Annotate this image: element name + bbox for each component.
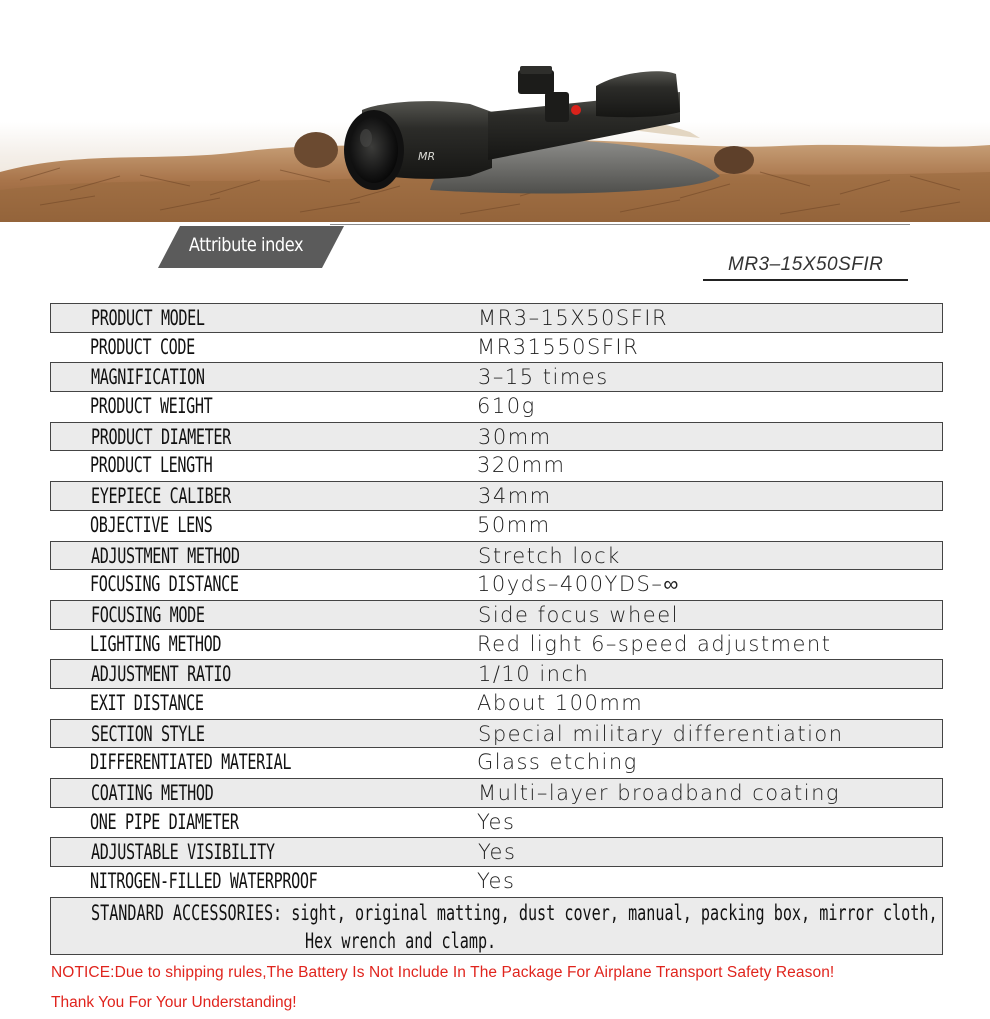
spec-label: PRODUCT MODEL: [91, 306, 205, 330]
header-divider: [330, 224, 910, 225]
spec-row: [50, 808, 943, 838]
spec-value: About 100mm: [477, 690, 644, 715]
spec-row: [50, 570, 943, 600]
spec-row: [50, 719, 943, 749]
spec-label: OBJECTIVE LENS: [90, 512, 213, 537]
spec-row: [50, 778, 943, 808]
spec-label: FOCUSING MODE: [91, 602, 205, 627]
spec-row: [50, 392, 943, 422]
spec-row: [50, 659, 943, 689]
spec-label: ADJUSTMENT RATIO: [91, 662, 231, 687]
accessories-line-2: Hex wrench and clamp.: [305, 929, 497, 953]
spec-label: PRODUCT DIAMETER: [91, 424, 231, 449]
spec-table: [50, 303, 943, 897]
spec-value: Red light 6–speed adjustment: [477, 631, 832, 656]
spec-value: 610g: [477, 394, 536, 419]
shipping-notice: NOTICE:Due to shipping rules,The Battery Is Not Include In The Package For Airplane Transport Safety Reason!: [51, 964, 835, 981]
spec-label: PRODUCT LENGTH: [90, 453, 213, 478]
section-title: Attribute index: [188, 234, 304, 256]
spec-row: [50, 303, 943, 333]
spec-value: Yes: [477, 869, 516, 894]
spec-row: [50, 451, 943, 481]
spec-label: EXIT DISTANCE: [90, 690, 204, 715]
spec-row: [50, 630, 943, 660]
model-tag: MR3–15X50SFIR: [728, 254, 884, 275]
spec-row: [50, 600, 943, 630]
spec-label: DIFFERENTIATED MATERIAL: [90, 750, 292, 775]
spec-label: ADJUSTABLE VISIBILITY: [91, 840, 275, 865]
spec-row: [50, 689, 943, 719]
spec-value: Yes: [477, 809, 516, 834]
spec-value: 1/10 inch: [478, 662, 590, 687]
spec-value: Side focus wheel: [478, 602, 679, 627]
spec-value: 320mm: [477, 453, 566, 478]
spec-value: MR31550SFIR: [477, 334, 640, 359]
spec-label: ONE PIPE DIAMETER: [90, 809, 239, 834]
standard-accessories-row: [50, 897, 943, 955]
attribute-index-tab: [158, 226, 344, 268]
spec-row: [50, 748, 943, 778]
spec-label: ADJUSTMENT METHOD: [91, 543, 240, 568]
spec-value: Multi–layer broadband coating: [478, 781, 840, 805]
spec-row: [50, 867, 943, 897]
spec-value: 50mm: [477, 512, 551, 537]
spec-label: EYEPIECE CALIBER: [91, 484, 231, 509]
spec-row: [50, 333, 943, 363]
model-tag-underline: [703, 279, 908, 281]
spec-row: [50, 511, 943, 541]
spec-label: LIGHTING METHOD: [90, 631, 222, 656]
spec-label: FOCUSING DISTANCE: [90, 572, 239, 597]
spec-label: PRODUCT WEIGHT: [90, 394, 213, 419]
spec-value: MR3–15X50SFIR: [478, 306, 669, 330]
spec-row: [50, 422, 943, 452]
spec-label: MAGNIFICATION: [91, 365, 205, 390]
spec-value: Glass etching: [477, 750, 638, 775]
spec-row: [50, 362, 943, 392]
scope-brand-mark: MR: [418, 150, 436, 163]
spec-label: NITROGEN-FILLED WATERPROOF: [90, 869, 318, 894]
spec-row: [50, 837, 943, 867]
spec-row: [50, 541, 943, 571]
spec-label: COATING METHOD: [91, 781, 214, 805]
spec-row: [50, 481, 943, 511]
spec-value: 30mm: [478, 424, 552, 449]
spec-value: 10yds–400YDS–∞: [477, 572, 680, 597]
spec-value: Yes: [478, 840, 517, 865]
hero-product-photo: [0, 0, 990, 222]
thank-you-note: Thank You For Your Understanding!: [51, 994, 297, 1011]
spec-label: SECTION STYLE: [91, 721, 205, 746]
spec-value: 3–15 times: [478, 365, 609, 390]
spec-value: Special military differentiation: [478, 721, 844, 746]
spec-label: PRODUCT CODE: [90, 334, 195, 359]
spec-value: Stretch lock: [478, 543, 621, 568]
rifle-scope-illustration: [0, 0, 990, 222]
accessories-line-1: STANDARD ACCESSORIES: sight, original matting, dust cover, manual, packing box, mirror cloth,: [91, 901, 938, 925]
spec-value: 34mm: [478, 484, 552, 509]
